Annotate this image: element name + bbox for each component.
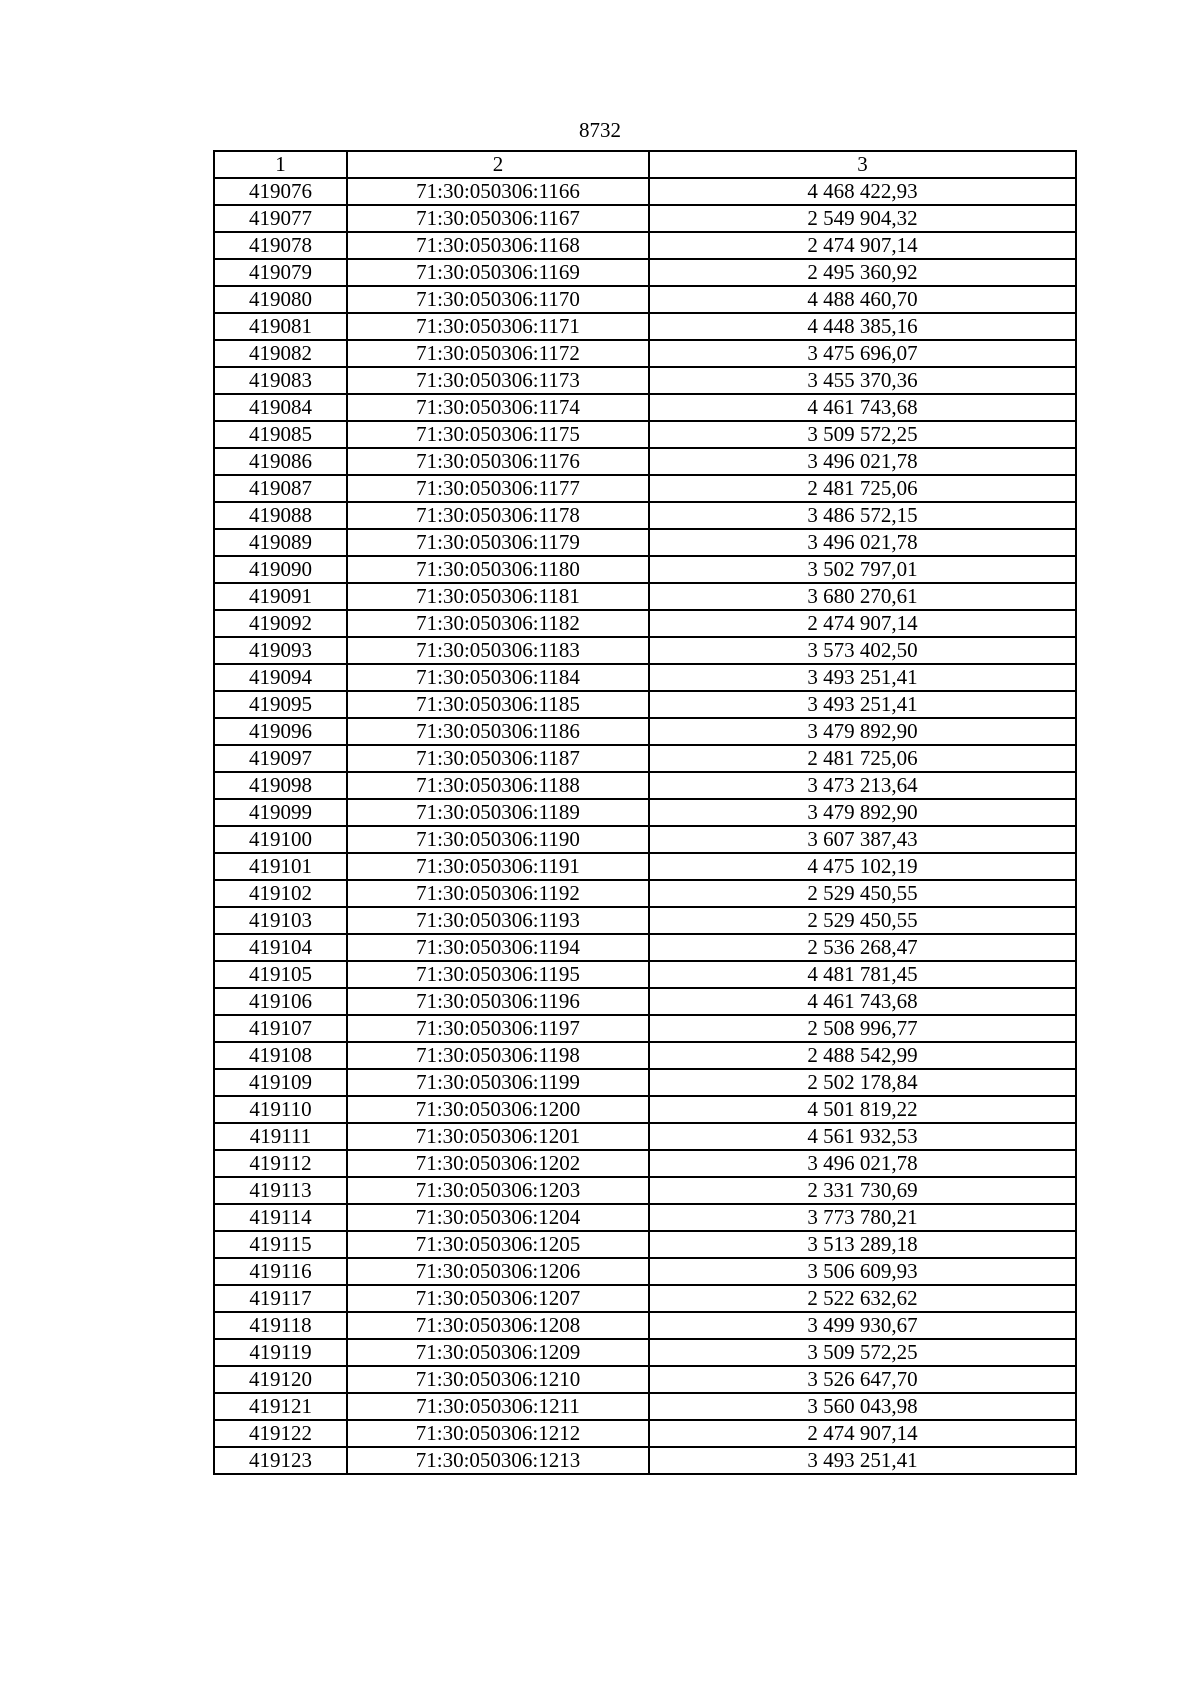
cadastral-number-cell: 71:30:050306:1206: [347, 1258, 649, 1285]
value-cell: 3 493 251,41: [649, 691, 1076, 718]
row-number-cell: 419088: [214, 502, 347, 529]
table-row: [214, 394, 1076, 421]
row-number-cell: 419113: [214, 1177, 347, 1204]
table-row: [214, 826, 1076, 853]
table-row: [214, 1312, 1076, 1339]
cadastral-number-cell: 71:30:050306:1208: [347, 1312, 649, 1339]
table-row: [214, 502, 1076, 529]
value-cell: 4 475 102,19: [649, 853, 1076, 880]
table-row: [214, 313, 1076, 340]
value-cell: 3 473 213,64: [649, 772, 1076, 799]
table-row: [214, 367, 1076, 394]
value-cell: 4 488 460,70: [649, 286, 1076, 313]
register-table: [213, 150, 1077, 1475]
value-cell: 2 536 268,47: [649, 934, 1076, 961]
cadastral-number-cell: 71:30:050306:1187: [347, 745, 649, 772]
row-number-cell: 419110: [214, 1096, 347, 1123]
table-row: [214, 1123, 1076, 1150]
table-row: [214, 1231, 1076, 1258]
table-header: [214, 151, 1076, 178]
table-row: [214, 880, 1076, 907]
value-cell: 4 561 932,53: [649, 1123, 1076, 1150]
table-row: [214, 664, 1076, 691]
row-number-cell: 419101: [214, 853, 347, 880]
table-row: [214, 853, 1076, 880]
table-row: [214, 1258, 1076, 1285]
table-row: [214, 583, 1076, 610]
value-cell: 2 474 907,14: [649, 610, 1076, 637]
value-cell: 3 513 289,18: [649, 1231, 1076, 1258]
value-cell: 2 488 542,99: [649, 1042, 1076, 1069]
value-cell: 4 468 422,93: [649, 178, 1076, 205]
cadastral-number-cell: 71:30:050306:1173: [347, 367, 649, 394]
cadastral-number-cell: 71:30:050306:1184: [347, 664, 649, 691]
header-cell-3: 3: [649, 151, 1076, 178]
cadastral-number-cell: 71:30:050306:1189: [347, 799, 649, 826]
row-number-cell: 419100: [214, 826, 347, 853]
value-cell: 3 486 572,15: [649, 502, 1076, 529]
row-number-cell: 419095: [214, 691, 347, 718]
value-cell: 3 496 021,78: [649, 448, 1076, 475]
cadastral-number-cell: 71:30:050306:1196: [347, 988, 649, 1015]
value-cell: 3 479 892,90: [649, 799, 1076, 826]
value-cell: 3 607 387,43: [649, 826, 1076, 853]
cadastral-number-cell: 71:30:050306:1190: [347, 826, 649, 853]
table-row: [214, 178, 1076, 205]
table-row: [214, 475, 1076, 502]
row-number-cell: 419083: [214, 367, 347, 394]
table-row: [214, 1339, 1076, 1366]
row-number-cell: 419104: [214, 934, 347, 961]
row-number-cell: 419092: [214, 610, 347, 637]
row-number-cell: 419090: [214, 556, 347, 583]
cadastral-number-cell: 71:30:050306:1183: [347, 637, 649, 664]
row-number-cell: 419094: [214, 664, 347, 691]
row-number-cell: 419093: [214, 637, 347, 664]
table-row: [214, 637, 1076, 664]
row-number-cell: 419078: [214, 232, 347, 259]
row-number-cell: 419084: [214, 394, 347, 421]
cadastral-number-cell: 71:30:050306:1181: [347, 583, 649, 610]
value-cell: 3 455 370,36: [649, 367, 1076, 394]
value-cell: 3 773 780,21: [649, 1204, 1076, 1231]
header-cell-2: 2: [347, 151, 649, 178]
table-row: [214, 1042, 1076, 1069]
table-row: [214, 1447, 1076, 1474]
cadastral-number-cell: 71:30:050306:1211: [347, 1393, 649, 1420]
table-row: [214, 1285, 1076, 1312]
value-cell: 3 496 021,78: [649, 529, 1076, 556]
row-number-cell: 419120: [214, 1366, 347, 1393]
cadastral-number-cell: 71:30:050306:1198: [347, 1042, 649, 1069]
value-cell: 3 502 797,01: [649, 556, 1076, 583]
value-cell: 3 496 021,78: [649, 1150, 1076, 1177]
cadastral-number-cell: 71:30:050306:1180: [347, 556, 649, 583]
cadastral-number-cell: 71:30:050306:1166: [347, 178, 649, 205]
value-cell: 2 508 996,77: [649, 1015, 1076, 1042]
value-cell: 2 331 730,69: [649, 1177, 1076, 1204]
cadastral-number-cell: 71:30:050306:1171: [347, 313, 649, 340]
table-row: [214, 259, 1076, 286]
cadastral-number-cell: 71:30:050306:1201: [347, 1123, 649, 1150]
table-row: [214, 448, 1076, 475]
cadastral-number-cell: 71:30:050306:1203: [347, 1177, 649, 1204]
row-number-cell: 419086: [214, 448, 347, 475]
row-number-cell: 419116: [214, 1258, 347, 1285]
cadastral-number-cell: 71:30:050306:1172: [347, 340, 649, 367]
cadastral-number-cell: 71:30:050306:1179: [347, 529, 649, 556]
cadastral-number-cell: 71:30:050306:1167: [347, 205, 649, 232]
value-cell: 3 573 402,50: [649, 637, 1076, 664]
table-row: [214, 799, 1076, 826]
cadastral-number-cell: 71:30:050306:1197: [347, 1015, 649, 1042]
row-number-cell: 419099: [214, 799, 347, 826]
row-number-cell: 419122: [214, 1420, 347, 1447]
value-cell: 2 474 907,14: [649, 1420, 1076, 1447]
value-cell: 3 526 647,70: [649, 1366, 1076, 1393]
table-row: [214, 421, 1076, 448]
row-number-cell: 419117: [214, 1285, 347, 1312]
cadastral-number-cell: 71:30:050306:1200: [347, 1096, 649, 1123]
value-cell: 2 502 178,84: [649, 1069, 1076, 1096]
cadastral-number-cell: 71:30:050306:1176: [347, 448, 649, 475]
row-number-cell: 419114: [214, 1204, 347, 1231]
row-number-cell: 419096: [214, 718, 347, 745]
row-number-cell: 419106: [214, 988, 347, 1015]
table-row: [214, 745, 1076, 772]
value-cell: 2 522 632,62: [649, 1285, 1076, 1312]
value-cell: 2 481 725,06: [649, 745, 1076, 772]
table-row: [214, 232, 1076, 259]
table-row: [214, 1096, 1076, 1123]
cadastral-number-cell: 71:30:050306:1177: [347, 475, 649, 502]
row-number-cell: 419079: [214, 259, 347, 286]
table-row: [214, 1177, 1076, 1204]
table-row: [214, 286, 1076, 313]
table-row: [214, 961, 1076, 988]
row-number-cell: 419108: [214, 1042, 347, 1069]
header-cell-1: 1: [214, 151, 347, 178]
row-number-cell: 419118: [214, 1312, 347, 1339]
header-row: [214, 151, 1076, 178]
row-number-cell: 419087: [214, 475, 347, 502]
cadastral-number-cell: 71:30:050306:1193: [347, 907, 649, 934]
row-number-cell: 419085: [214, 421, 347, 448]
table-row: [214, 205, 1076, 232]
table-row: [214, 1015, 1076, 1042]
table-body: [214, 178, 1076, 1474]
row-number-cell: 419103: [214, 907, 347, 934]
value-cell: 3 499 930,67: [649, 1312, 1076, 1339]
value-cell: 4 461 743,68: [649, 988, 1076, 1015]
cadastral-number-cell: 71:30:050306:1213: [347, 1447, 649, 1474]
value-cell: 3 509 572,25: [649, 1339, 1076, 1366]
row-number-cell: 419109: [214, 1069, 347, 1096]
cadastral-number-cell: 71:30:050306:1194: [347, 934, 649, 961]
page-number: 8732: [579, 118, 621, 142]
table-row: [214, 529, 1076, 556]
value-cell: 3 493 251,41: [649, 1447, 1076, 1474]
value-cell: 2 529 450,55: [649, 907, 1076, 934]
cadastral-number-cell: 71:30:050306:1204: [347, 1204, 649, 1231]
table-row: [214, 1393, 1076, 1420]
row-number-cell: 419082: [214, 340, 347, 367]
row-number-cell: 419115: [214, 1231, 347, 1258]
cadastral-number-cell: 71:30:050306:1168: [347, 232, 649, 259]
cadastral-number-cell: 71:30:050306:1212: [347, 1420, 649, 1447]
table-row: [214, 1366, 1076, 1393]
value-cell: 2 495 360,92: [649, 259, 1076, 286]
cadastral-number-cell: 71:30:050306:1174: [347, 394, 649, 421]
row-number-cell: 419097: [214, 745, 347, 772]
table-row: [214, 718, 1076, 745]
cadastral-number-cell: 71:30:050306:1207: [347, 1285, 649, 1312]
value-cell: 3 493 251,41: [649, 664, 1076, 691]
table-row: [214, 691, 1076, 718]
value-cell: 4 501 819,22: [649, 1096, 1076, 1123]
cadastral-number-cell: 71:30:050306:1170: [347, 286, 649, 313]
table-row: [214, 934, 1076, 961]
row-number-cell: 419081: [214, 313, 347, 340]
value-cell: 2 481 725,06: [649, 475, 1076, 502]
cadastral-number-cell: 71:30:050306:1175: [347, 421, 649, 448]
cadastral-number-cell: 71:30:050306:1191: [347, 853, 649, 880]
cadastral-number-cell: 71:30:050306:1169: [347, 259, 649, 286]
table-row: [214, 772, 1076, 799]
value-cell: 3 506 609,93: [649, 1258, 1076, 1285]
value-cell: 4 461 743,68: [649, 394, 1076, 421]
row-number-cell: 419119: [214, 1339, 347, 1366]
table-row: [214, 988, 1076, 1015]
value-cell: 4 481 781,45: [649, 961, 1076, 988]
table-row: [214, 556, 1076, 583]
value-cell: 3 560 043,98: [649, 1393, 1076, 1420]
table-row: [214, 610, 1076, 637]
table-row: [214, 1204, 1076, 1231]
table-row: [214, 907, 1076, 934]
cadastral-number-cell: 71:30:050306:1192: [347, 880, 649, 907]
value-cell: 3 509 572,25: [649, 421, 1076, 448]
cadastral-number-cell: 71:30:050306:1188: [347, 772, 649, 799]
cadastral-number-cell: 71:30:050306:1210: [347, 1366, 649, 1393]
value-cell: 3 479 892,90: [649, 718, 1076, 745]
table-row: [214, 340, 1076, 367]
value-cell: 4 448 385,16: [649, 313, 1076, 340]
cadastral-number-cell: 71:30:050306:1178: [347, 502, 649, 529]
row-number-cell: 419107: [214, 1015, 347, 1042]
cadastral-number-cell: 71:30:050306:1186: [347, 718, 649, 745]
row-number-cell: 419123: [214, 1447, 347, 1474]
value-cell: 2 549 904,32: [649, 205, 1076, 232]
table-row: [214, 1069, 1076, 1096]
value-cell: 2 529 450,55: [649, 880, 1076, 907]
row-number-cell: 419111: [214, 1123, 347, 1150]
row-number-cell: 419076: [214, 178, 347, 205]
cadastral-number-cell: 71:30:050306:1199: [347, 1069, 649, 1096]
row-number-cell: 419098: [214, 772, 347, 799]
cadastral-number-cell: 71:30:050306:1185: [347, 691, 649, 718]
row-number-cell: 419077: [214, 205, 347, 232]
cadastral-number-cell: 71:30:050306:1202: [347, 1150, 649, 1177]
row-number-cell: 419112: [214, 1150, 347, 1177]
cadastral-number-cell: 71:30:050306:1182: [347, 610, 649, 637]
value-cell: 2 474 907,14: [649, 232, 1076, 259]
cadastral-number-cell: 71:30:050306:1195: [347, 961, 649, 988]
row-number-cell: 419102: [214, 880, 347, 907]
row-number-cell: 419080: [214, 286, 347, 313]
row-number-cell: 419121: [214, 1393, 347, 1420]
table-row: [214, 1150, 1076, 1177]
row-number-cell: 419091: [214, 583, 347, 610]
row-number-cell: 419089: [214, 529, 347, 556]
value-cell: 3 680 270,61: [649, 583, 1076, 610]
row-number-cell: 419105: [214, 961, 347, 988]
cadastral-number-cell: 71:30:050306:1209: [347, 1339, 649, 1366]
value-cell: 3 475 696,07: [649, 340, 1076, 367]
cadastral-number-cell: 71:30:050306:1205: [347, 1231, 649, 1258]
table-row: [214, 1420, 1076, 1447]
